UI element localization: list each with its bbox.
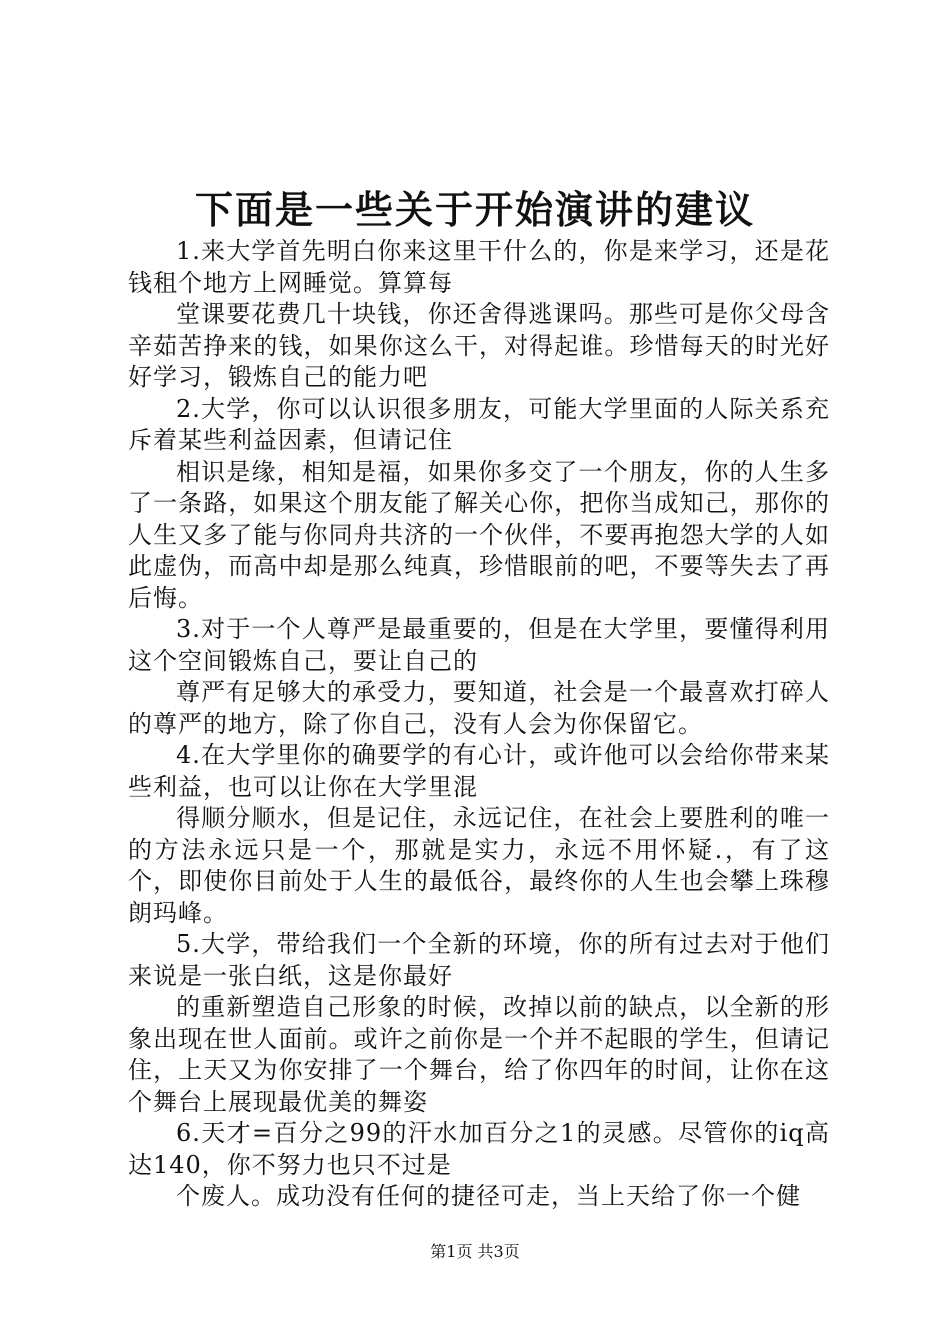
paragraph-10: 的重新塑造自己形象的时候，改掉以前的缺点，以全新的形象出现在世人面前。或许之前你是一个并不起眼的学生，但请记住，上天又为你安排了一个舞台，给了你四年的时间，让你在这个舞台上展现最优美的舞姿 bbox=[128, 993, 830, 1116]
paragraph-7: 4.在大学里你的确要学的有心计，或许他可以会给你带来某些利益，也可以让你在大学里混 bbox=[128, 741, 830, 801]
paragraph-9: 5.大学，带给我们一个全新的环境，你的所有过去对于他们来说是一张白纸，这是你最好 bbox=[128, 930, 830, 990]
document-body bbox=[128, 236, 830, 1213]
paragraph-2: 堂课要花费几十块钱，你还舍得逃课吗。那些可是你父母含辛茹苦挣来的钱，如果你这么干，对得起谁。珍惜每天的时光好好学习，锻炼自己的能力吧 bbox=[128, 300, 830, 391]
paragraph-5: 3.对于一个人尊严是最重要的，但是在大学里，要懂得利用这个空间锻炼自己，要让自己的 bbox=[128, 615, 830, 675]
paragraph-6: 尊严有足够大的承受力，要知道，社会是一个最喜欢打碎人的尊严的地方，除了你自己，没有人会为你保留它。 bbox=[128, 678, 830, 738]
document-title: 下面是一些关于开始演讲的建议 bbox=[194, 187, 755, 232]
paragraph-4: 相识是缘，相知是福，如果你多交了一个朋友，你的人生多了一条路，如果这个朋友能了解关心你，把你当成知己，那你的人生又多了能与你同舟共济的一个伙伴，不要再抱怨大学的人如此虚伪，而高中却是那么纯真，珍惜眼前的吧，不要等失去了再后悔。 bbox=[128, 457, 830, 612]
paragraph-3: 2.大学，你可以认识很多朋友，可能大学里面的人际关系充斥着某些利益因素，但请记住 bbox=[128, 394, 830, 454]
page-footer: 第1页 共3页 bbox=[430, 1242, 520, 1261]
paragraph-12: 个废人。成功没有任何的捷径可走，当上天给了你一个健 bbox=[176, 1182, 801, 1210]
paragraph-11: 6.天才=百分之99的汗水加百分之1的灵感。尽管你的iq高达140，你不努力也只不过是 bbox=[128, 1119, 830, 1179]
paragraph-1: 1.来大学首先明白你来这里干什么的，你是来学习，还是花钱租个地方上网睡觉。算算每 bbox=[128, 237, 830, 297]
paragraph-8: 得顺分顺水，但是记住，永远记住，在社会上要胜利的唯一的方法永远只是一个，那就是实力，永远不用怀疑.，有了这个，即使你目前处于人生的最低谷，最终你的人生也会攀上珠穆朗玛峰。 bbox=[128, 804, 830, 927]
